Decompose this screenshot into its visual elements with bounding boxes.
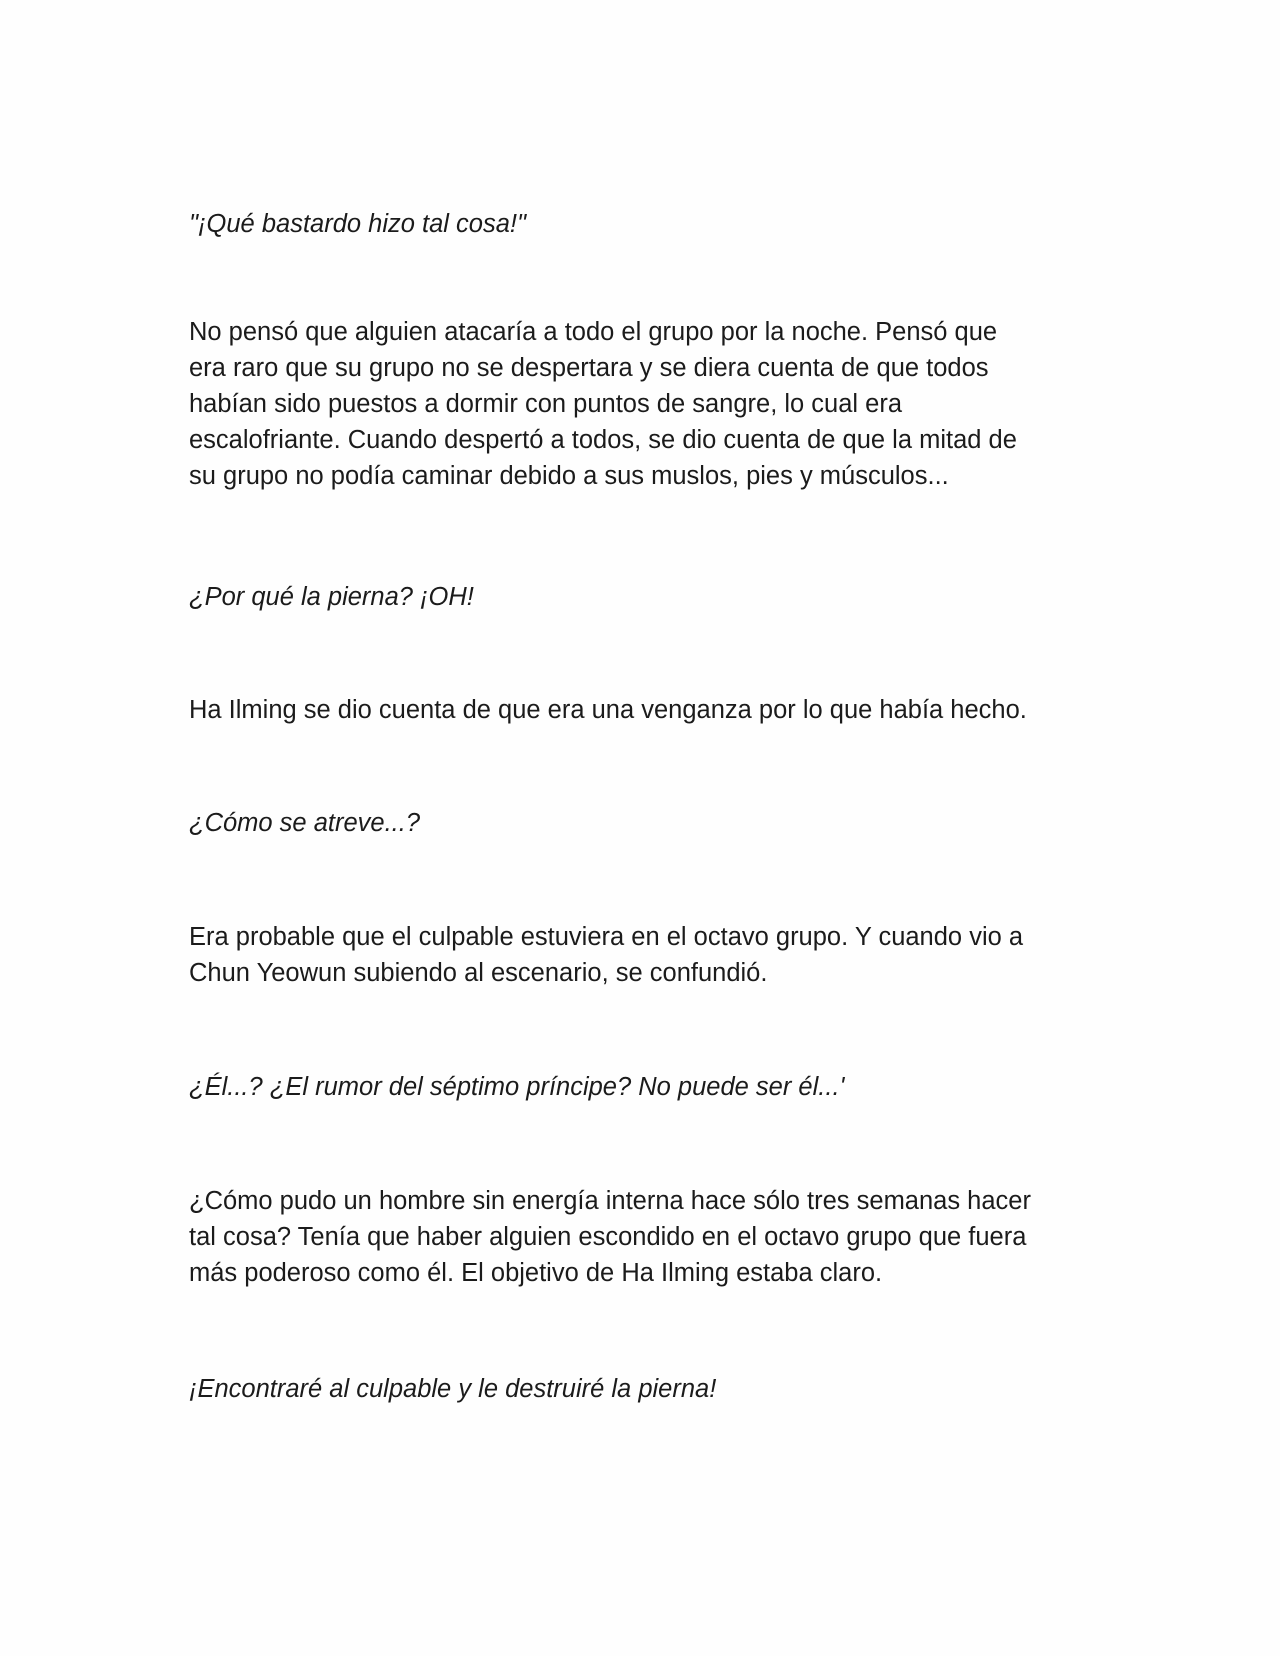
- text-line: "¡Qué bastardo hizo tal cosa!": [189, 210, 527, 238]
- text-line: su grupo no podía caminar debido a sus muslos, pies y músculos...: [189, 462, 949, 490]
- text-line: habían sido puestos a dormir con puntos de sangre, lo cual era: [189, 390, 903, 418]
- text-line: No pensó que alguien atacaría a todo el grupo por la noche. Pensó que: [189, 318, 998, 346]
- text-line: más poderoso como él. El objetivo de Ha Ilming estaba claro.: [189, 1259, 883, 1287]
- text-line: ¿Cómo se atreve...?: [189, 809, 421, 837]
- text-line: ¡Encontraré al culpable y le destruiré la pierna!: [189, 1375, 717, 1403]
- narrative-paragraph-4: [189, 1183, 1109, 1291]
- text-line: Ha Ilming se dio cuenta de que era una venganza por lo que había hecho.: [189, 696, 1027, 724]
- text-line: Era probable que el culpable estuviera en el octavo grupo. Y cuando vio a: [189, 923, 1024, 951]
- text-line: ¿Por qué la pierna? ¡OH!: [189, 583, 474, 611]
- narrative-paragraph-2: [189, 692, 1109, 728]
- thought-line-2: [189, 805, 1109, 841]
- thought-line-1: [189, 579, 1109, 615]
- text-line: era raro que su grupo no se despertara y se diera cuenta de que todos: [189, 354, 989, 382]
- narrative-paragraph-3: [189, 919, 1109, 991]
- text-line: Chun Yeowun subiendo al escenario, se confundió.: [189, 959, 768, 987]
- text-line: tal cosa? Tenía que haber alguien escondido en el octavo grupo que fuera: [189, 1223, 1027, 1251]
- thought-line-3: [189, 1069, 1109, 1105]
- text-line: ¿Él...? ¿El rumor del séptimo príncipe? No puede ser él...': [189, 1073, 845, 1101]
- narrative-paragraph-1: [189, 314, 1109, 494]
- text-line: ¿Cómo pudo un hombre sin energía interna hace sólo tres semanas hacer: [189, 1187, 1031, 1215]
- text-line: escalofriante. Cuando despertó a todos, se dio cuenta de que la mitad de: [189, 426, 1017, 454]
- thought-line-4: [189, 1371, 1109, 1407]
- dialogue-line-1: [189, 206, 1109, 242]
